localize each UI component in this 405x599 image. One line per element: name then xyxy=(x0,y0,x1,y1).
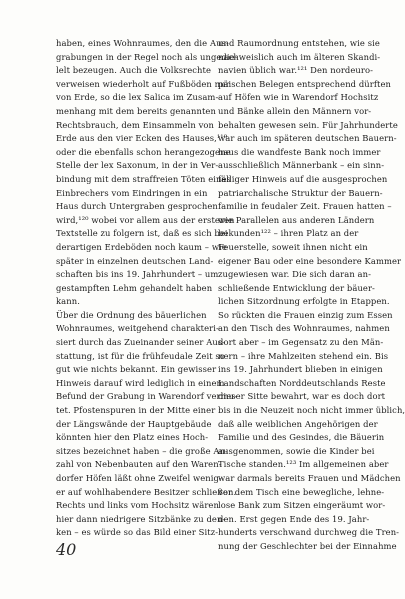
left-column-line: ken – es würde so das Bild einer Sitz- xyxy=(56,527,219,538)
left-column-line: kann. xyxy=(56,296,80,307)
right-column-line: navien üblich war.¹²¹ Den nordeuro- xyxy=(218,65,374,76)
left-column-line: von Erde, so die lex Salica im Zusam- xyxy=(56,92,219,103)
left-column-line: bindung mit dem straffreien Töten eines xyxy=(56,173,231,184)
right-column-line: dort aber – im Gegensatz zu den Män- xyxy=(218,337,384,348)
right-column-line: an den Tisch des Wohnraumes, nahmen xyxy=(218,323,390,334)
right-column-line: bekunden¹²² – ihren Platz an der xyxy=(218,228,359,239)
right-column-line: patriarchalische Struktur der Bauern- xyxy=(218,187,383,198)
right-column-line: eigener Bau oder eine besondere Kammer xyxy=(218,255,402,266)
left-column-line: Erde aus den vier Ecken des Hauses,¹¹⁹ xyxy=(56,133,228,144)
right-column-line: Feuerstelle, soweit ihnen nicht ein xyxy=(218,241,368,252)
right-column-line: wie Parallelen aus anderen Ländern xyxy=(218,214,375,225)
right-column-line: lichen Sitzordnung erfolgte in Etappen. xyxy=(218,296,390,307)
right-column-line: bis in die Neuzeit noch nicht immer üblich, xyxy=(218,405,405,416)
left-column-line: derartigen Erdeböden noch kaum – wie xyxy=(56,241,227,252)
left-text-column xyxy=(56,37,238,540)
page-number: 40 xyxy=(56,540,77,559)
left-column-line: Einbrechers vom Eindringen in ein xyxy=(56,187,208,198)
right-column-line: päischen Belegen entsprechend dürften xyxy=(218,78,392,89)
right-column-line: fälliger Hinweis auf die ausgesprochen xyxy=(218,173,388,184)
right-column-line: haus die wandfeste Bank noch immer xyxy=(218,146,381,157)
right-column-line: So rückten die Frauen einzig zum Essen xyxy=(218,309,393,320)
left-column-line: schaften bis ins 19. Jahrhundert – um xyxy=(56,269,219,280)
right-column-line: schließende Entwicklung der bäuer- xyxy=(218,282,375,293)
left-column-line: er auf wohlhabendere Besitzer schließen. xyxy=(56,486,237,497)
left-column-line: Rechtsbrauch, dem Einsammeln von xyxy=(56,119,214,130)
left-column-line: der Längswände der Hauptgebäude xyxy=(56,418,212,429)
right-column-line: Tische standen.¹²³ Im allgemeinen aber xyxy=(218,459,389,470)
right-column-line: familie in feudaler Zeit. Frauen hatten – xyxy=(218,201,392,212)
left-column-line: lelt bezeugen. Auch die Volksrechte xyxy=(56,65,211,76)
right-column-line: nung der Geschlechter bei der Einnahme xyxy=(218,540,397,551)
left-column-line: Rechts und links vom Hochsitz wären xyxy=(56,500,219,511)
left-column-line: Hinweis darauf wird lediglich in einem xyxy=(56,377,225,388)
right-column-line: nern – ihre Mahlzeiten stehend ein. Bis xyxy=(218,350,389,361)
right-column-line: und Raumordnung entstehen, wie sie xyxy=(218,38,380,48)
left-column-line: gut wie nichts bekannt. Ein gewisser xyxy=(56,364,217,375)
right-column-line: Landschaften Norddeutschlands Reste xyxy=(218,377,386,388)
left-column-line: Wohnraumes, weitgehend charakteri- xyxy=(56,323,219,334)
right-column-line: und Bänke allein den Männern vor- xyxy=(218,105,372,116)
right-column-line: ausgenommen, sowie die Kinder bei xyxy=(218,445,375,456)
left-column-line: siert durch das Zueinander seiner Aus- xyxy=(56,337,226,348)
right-column-line: auf Höfen wie in Warendorf Hochsitz xyxy=(218,92,379,103)
right-column-line: zugewiesen war. Die sich daran an- xyxy=(218,269,372,280)
left-column-line: grabungen in der Regel noch als ungedie- xyxy=(56,51,238,62)
left-column-line: Textstelle zu folgern ist, daß es sich bei xyxy=(56,228,228,239)
right-column-line: hunderts verschwand durchweg die Tren- xyxy=(218,527,400,538)
left-column-line: wird,¹²⁰ wobei vor allem aus der ersteren xyxy=(56,214,235,225)
right-column-line: den. Erst gegen Ende des 19. Jahr- xyxy=(218,513,370,524)
right-column-line: ins 19. Jahrhundert blieben in einigen xyxy=(218,364,383,375)
right-column-line: war auch im späteren deutschen Bauern- xyxy=(218,133,397,144)
left-column-line: zahl von Nebenbauten auf den Waren- xyxy=(56,459,222,470)
left-column-line: verweisen wiederholt auf Fußböden nur xyxy=(56,78,230,89)
left-column-line: gestampften Lehm gehandelt haben xyxy=(56,282,213,293)
right-column-line: dieser Sitte bewahrt, war es doch dort xyxy=(218,391,386,402)
right-column-line: Familie und des Gesindes, die Bäuerin xyxy=(218,432,385,443)
left-column-line: stattung, ist für die frühfeudale Zeit so xyxy=(56,350,225,361)
left-column-line: Haus durch Untergraben gesprochen xyxy=(56,201,218,212)
right-column-line: daß alle weiblichen Angehörigen der xyxy=(218,418,378,429)
left-column-line: dorfer Höfen läßt ohne Zweifel wenig- xyxy=(56,473,222,483)
right-text-column xyxy=(218,37,405,554)
right-column-line: war darmals bereits Frauen und Mädchen xyxy=(218,473,401,483)
left-column-line: tet. Pfostenspuren in der Mitte einer xyxy=(56,405,216,416)
left-column-line: menhang mit dem bereits genannten xyxy=(56,105,216,116)
right-column-line: vor dem Tisch eine bewegliche, lehne- xyxy=(218,486,385,497)
left-column-line: sitzes bezeichnet haben – die große An- xyxy=(56,445,228,456)
right-column-line: behalten gewesen sein. Für Jahrhunderte xyxy=(218,119,398,130)
left-column-line: hier dann niedrigere Sitzbänke zu den- xyxy=(56,513,226,524)
right-column-line: ausschließlich Männerbank – ein sinn- xyxy=(218,160,385,171)
right-column-line: nachweislich auch im älteren Skandi- xyxy=(218,51,381,62)
left-column-line: Über die Ordnung des bäuerlichen xyxy=(56,309,207,320)
left-column-line: könnten hier den Platz eines Hoch- xyxy=(56,432,209,443)
left-column-line: Stelle der lex Saxonum, in der in Ver- xyxy=(56,160,219,171)
left-column-line: haben, eines Wohnraumes, den die Aus- xyxy=(56,38,229,48)
left-column-line: oder die ebenfalls schon herangezogene xyxy=(56,146,231,157)
right-column-line: lose Bank zum Sitzen eingeräumt wor- xyxy=(218,500,386,511)
left-column-line: Befund der Grabung in Warendorf vermu- xyxy=(56,391,238,402)
left-column-line: später in einzelnen deutschen Land- xyxy=(56,255,214,266)
